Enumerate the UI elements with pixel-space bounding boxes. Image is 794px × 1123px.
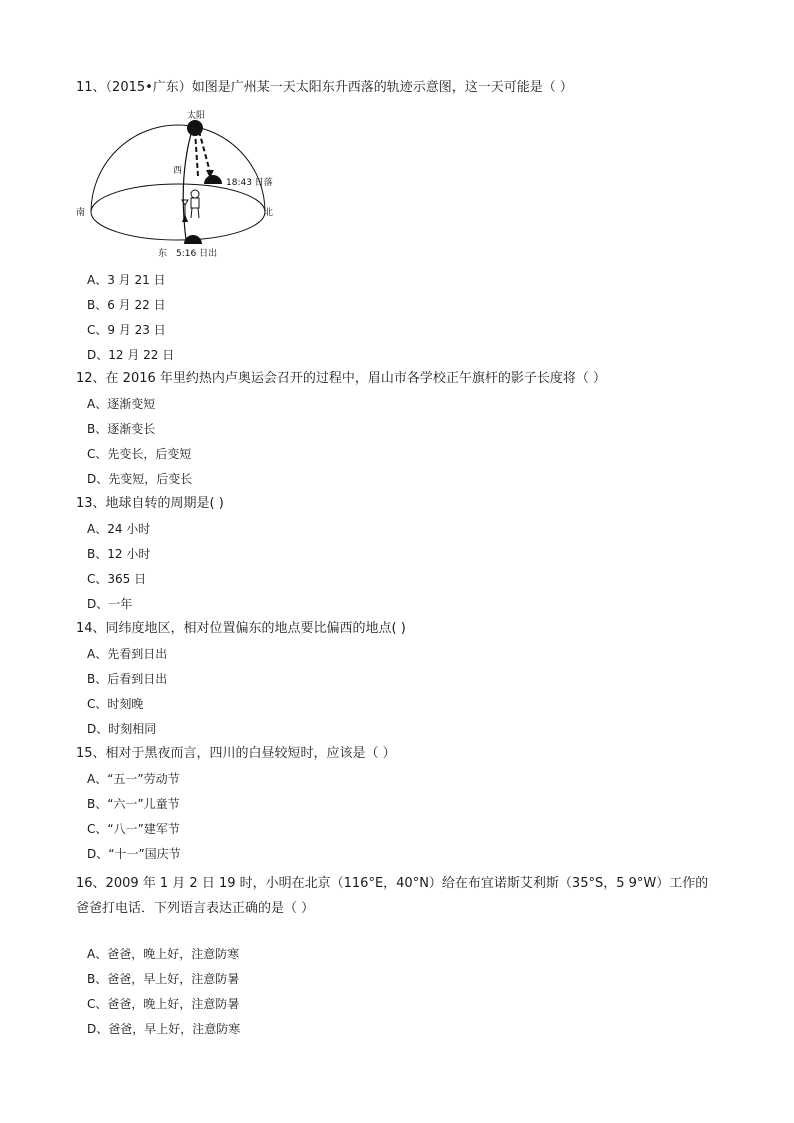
question-13-stem: 13、地球自转的周期是( ) — [76, 496, 224, 511]
q16-option-a: A、爸爸，晚上好，注意防寒 — [87, 947, 240, 961]
north-label: 北 — [264, 208, 274, 218]
shadow-line-1 — [195, 131, 198, 176]
west-label: 西 — [173, 166, 183, 176]
horizon-ellipse — [91, 184, 265, 240]
sun-icon — [187, 120, 203, 136]
question-14-stem: 14、同纬度地区，相对位置偏东的地点要比偏西的地点( ) — [76, 621, 406, 636]
q13-option-a: A、24 小时 — [87, 522, 151, 536]
q16-option-b: B、爸爸，早上好，注意防暑 — [87, 972, 240, 986]
q16-option-d: D、爸爸，早上好，注意防寒 — [87, 1022, 241, 1036]
q13-option-c: C、365 日 — [87, 572, 147, 586]
sun-path-diagram — [74, 106, 284, 261]
question-16-stem: 16、2009 年 1 月 2 日 19 时，小明在北京（116°E，40°N）给在布宜诺斯艾利斯（35°S，5 9°W）工作的爸爸打电话．下列语言表达正确的是（ ） — [76, 876, 709, 916]
q12-option-a: A、逐渐变短 — [87, 397, 156, 411]
question-15-stem: 15、相对于黑夜而言，四川的白昼较短时，应该是（ ） — [76, 746, 396, 761]
q13-option-d: D、一年 — [87, 597, 133, 611]
arrow-up-icon — [182, 214, 188, 222]
question-12-stem: 12、在 2016 年里约热内卢奥运会召开的过程中，眉山市各学校正午旗杆的影子长度将（ ） — [76, 371, 607, 386]
q15-option-d: D、“十一”国庆节 — [87, 847, 181, 861]
q12-option-c: C、先变长，后变短 — [87, 447, 192, 461]
q11-option-d: D、12 月 22 日 — [87, 348, 175, 362]
q14-option-c: C、时刻晚 — [87, 697, 144, 711]
sun-label: 太阳 — [187, 111, 206, 121]
q11-option-c: C、9 月 23 日 — [87, 323, 166, 337]
q14-option-b: B、后看到日出 — [87, 672, 168, 686]
q12-option-d: D、先变短，后变长 — [87, 472, 193, 486]
q15-option-b: B、“六一”儿童节 — [87, 797, 180, 811]
q15-option-c: C、“八一”建军节 — [87, 822, 180, 836]
q13-option-b: B、12 小时 — [87, 547, 151, 561]
q14-option-a: A、先看到日出 — [87, 647, 168, 661]
q11-option-a: A、3 月 21 日 — [87, 273, 166, 287]
sunset-label: 18:43 日落 — [226, 178, 273, 188]
q16-option-c: C、爸爸，晚上好，注意防暑 — [87, 997, 240, 1011]
q15-option-a: A、“五一”劳动节 — [87, 772, 180, 786]
sunset-icon — [204, 175, 222, 184]
sunrise-label: 5:16 日出 — [176, 249, 218, 259]
south-label: 南 — [76, 208, 86, 218]
sunrise-icon — [184, 235, 202, 244]
sun-path-arc — [183, 127, 193, 240]
question-11-stem: 11、（2015•广东）如图是广州某一天太阳东升西落的轨迹示意图，这一天可能是（ ） — [76, 80, 573, 95]
shadow-line-2 — [199, 131, 210, 172]
east-label: 东 — [158, 249, 168, 259]
q12-option-b: B、逐渐变长 — [87, 422, 156, 436]
q14-option-d: D、时刻相同 — [87, 722, 157, 736]
q11-option-b: B、6 月 22 日 — [87, 298, 166, 312]
